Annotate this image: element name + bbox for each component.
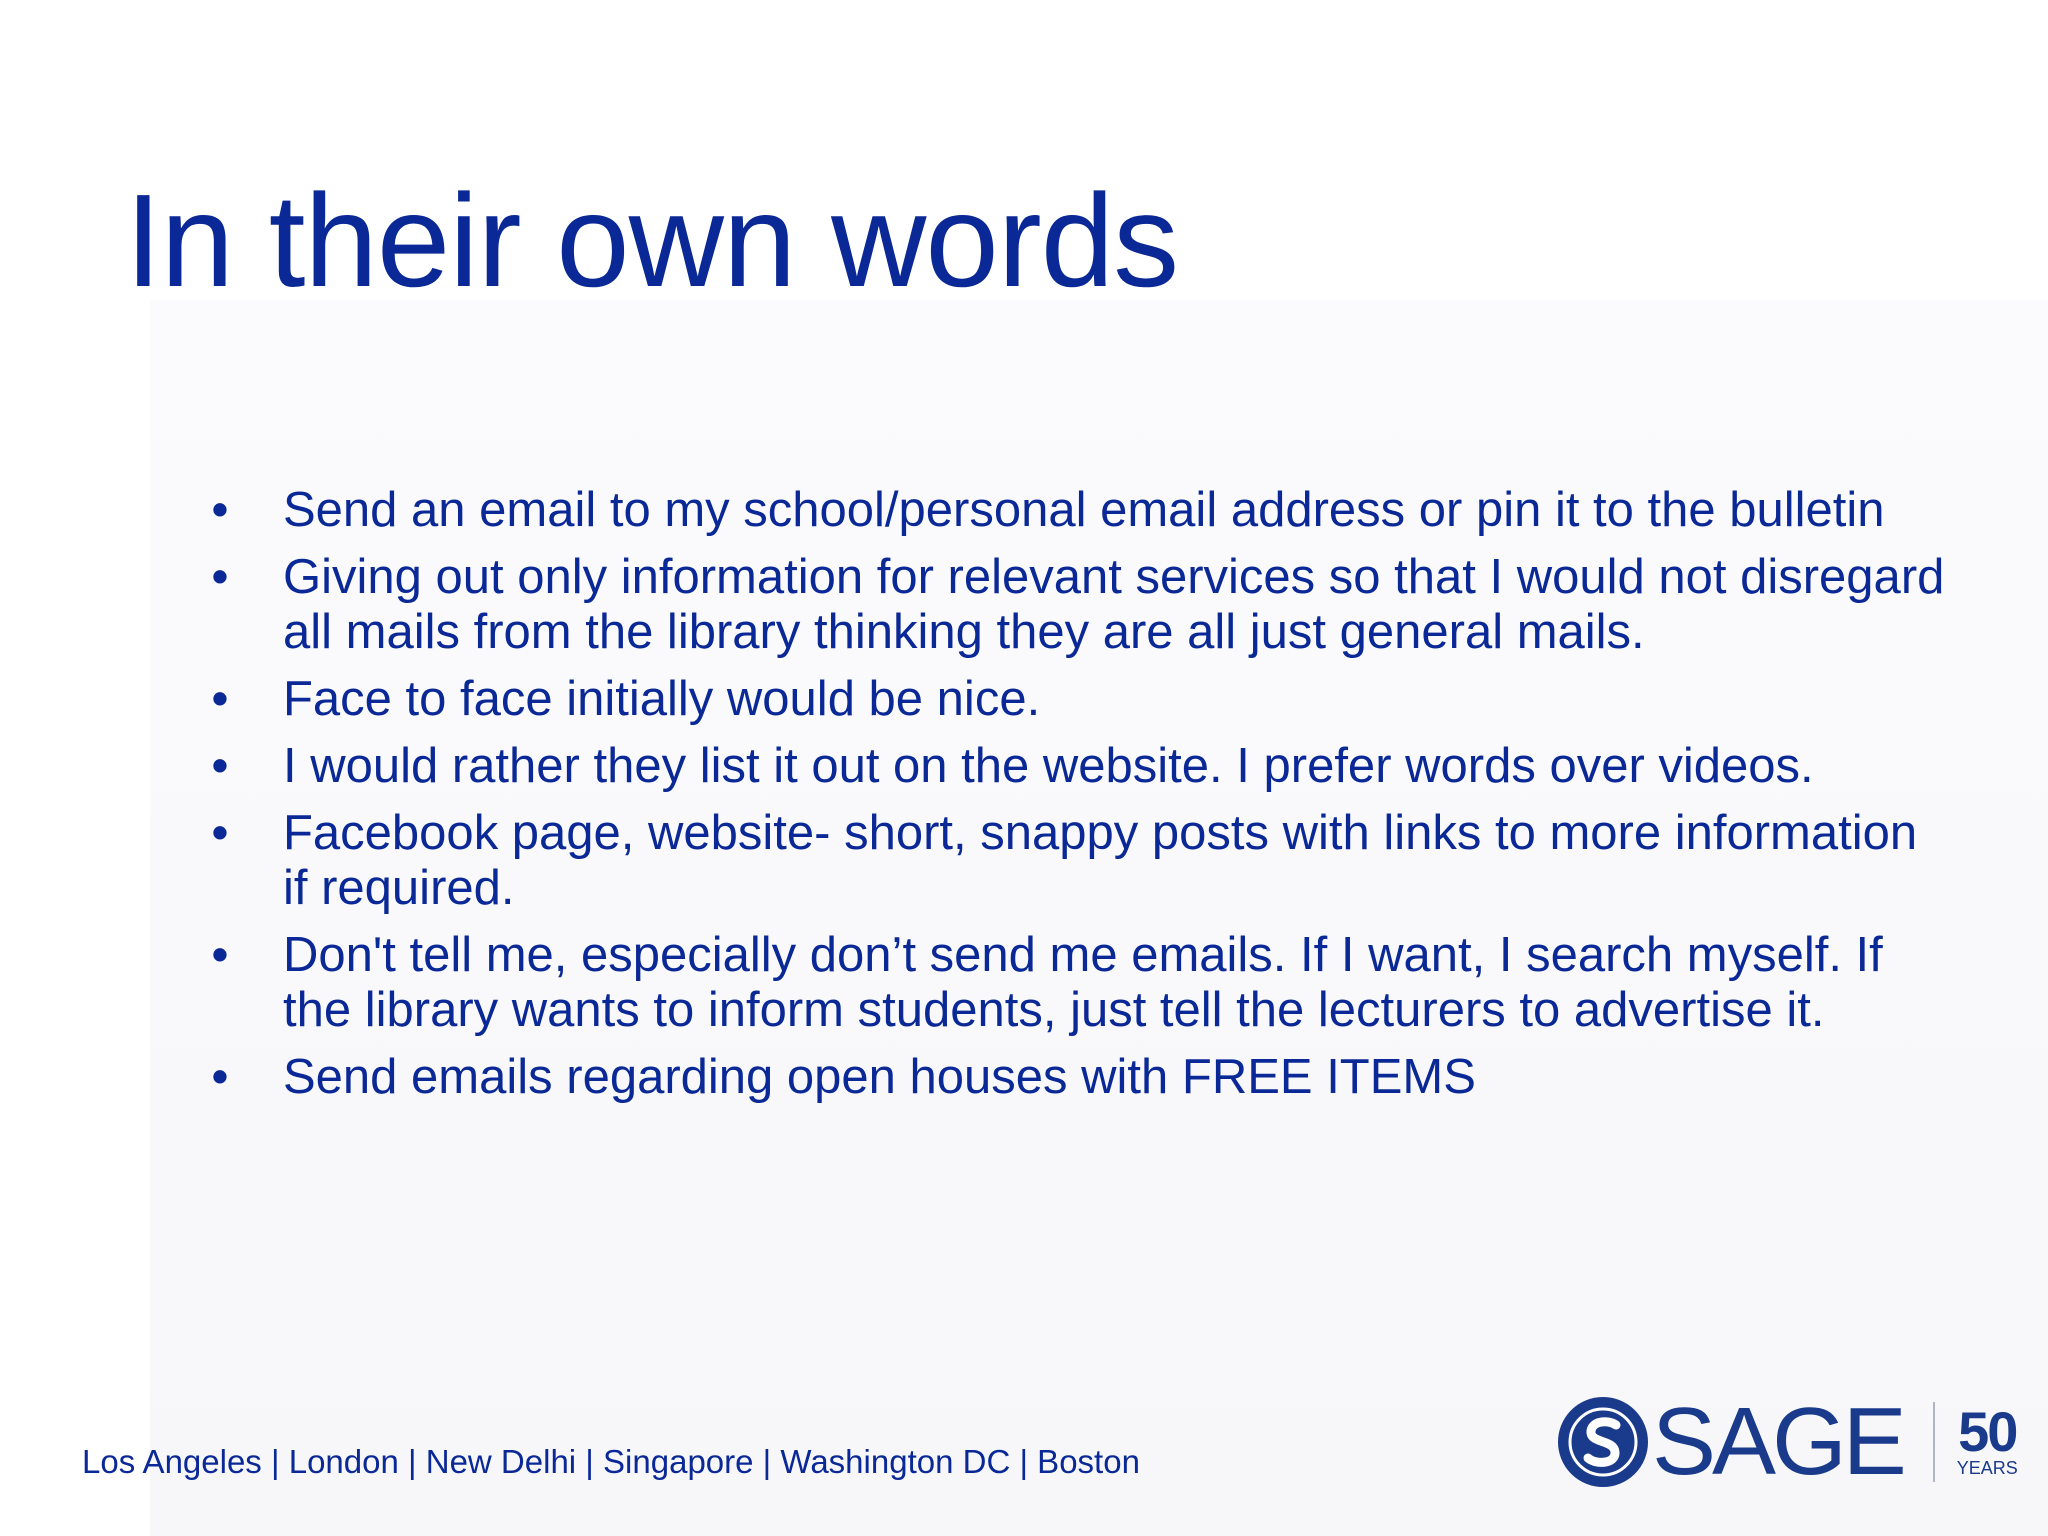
- sage-logo: [1558, 1388, 2018, 1495]
- sage-wordmark: SAGE: [1652, 1388, 1903, 1495]
- bullet-text: Don't tell me, especially don’t send me emails. If I want, I search myself. If the library wants to inform students, just tell the lecturers to advertise it.: [283, 928, 1883, 1037]
- bullet-item: [205, 739, 1945, 794]
- bullet-item: [205, 550, 1945, 660]
- bullet-dot: •: [211, 550, 229, 604]
- bullet-text: Send emails regarding open houses with FREE ITEMS: [283, 1050, 1476, 1104]
- anniversary-badge: [1956, 1400, 2018, 1478]
- sage-s-icon: [1558, 1397, 1648, 1487]
- bullet-text: Facebook page, website- short, snappy posts with links to more information if required.: [283, 806, 1918, 915]
- logo-divider: [1933, 1402, 1935, 1482]
- bullet-dot: •: [211, 672, 229, 726]
- bullet-dot: •: [211, 483, 229, 537]
- bullet-text: Giving out only information for relevant services so that I would not disregard all mails from the library thinking they are all just general mails.: [283, 550, 1945, 659]
- sage-s-icon-graphic: [1564, 1403, 1642, 1481]
- bullet-dot: •: [211, 739, 229, 793]
- bullet-item: [205, 928, 1945, 1038]
- bullet-item: [205, 1050, 1945, 1105]
- bullet-dot: •: [211, 1050, 229, 1104]
- bullet-dot: •: [211, 928, 229, 982]
- bullet-text: I would rather they list it out on the website. I prefer words over videos.: [283, 739, 1814, 793]
- bullet-dot: •: [211, 806, 229, 860]
- bullet-item: [205, 483, 1945, 538]
- bullet-item: [205, 672, 1945, 727]
- anniversary-label: YEARS: [1956, 1458, 2018, 1478]
- slide-title: In their own words: [125, 167, 1179, 314]
- footer-locations: Los Angeles | London | New Delhi | Singapore | Washington DC | Boston: [82, 1443, 1140, 1480]
- bullet-item: [205, 806, 1945, 916]
- bullet-list: [205, 483, 1945, 1117]
- bullet-text: Face to face initially would be nice.: [283, 672, 1041, 726]
- anniversary-number: 50: [1958, 1400, 2017, 1463]
- bullet-text: Send an email to my school/personal email address or pin it to the bulletin: [283, 483, 1885, 537]
